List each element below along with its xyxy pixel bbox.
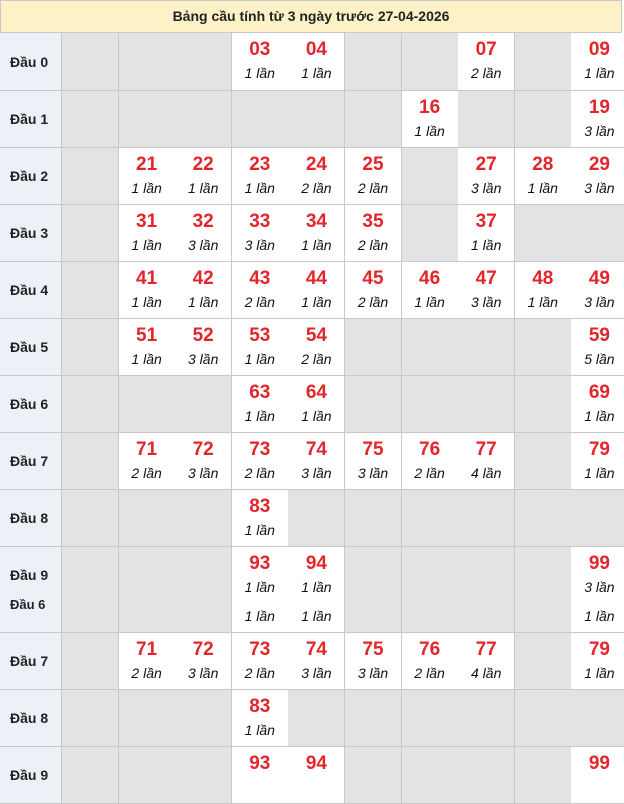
number-cell xyxy=(458,633,515,690)
number-cell xyxy=(232,319,289,376)
cell-number: 83 xyxy=(249,696,271,717)
cell-count: 1 lần xyxy=(301,408,332,424)
cell-count: 1 lần xyxy=(188,180,219,196)
empty-cell xyxy=(402,205,459,262)
number-cell xyxy=(232,262,289,319)
cell-count: 1 lần xyxy=(131,294,162,310)
cell-number: 54 xyxy=(305,325,327,346)
cell-count: 3 lần xyxy=(471,294,502,310)
cell-number: 34 xyxy=(305,211,327,232)
empty-cell xyxy=(62,376,119,433)
cell-number: 99 xyxy=(588,553,610,574)
empty-cell xyxy=(345,747,402,804)
cell-number: 52 xyxy=(192,325,214,346)
empty-cell xyxy=(175,490,232,547)
cell-number: 28 xyxy=(532,154,554,175)
empty-cell xyxy=(119,33,176,91)
cell-count: 3 lần xyxy=(301,665,332,681)
cell-count: 2 lần xyxy=(244,665,275,681)
empty-cell xyxy=(402,490,459,547)
cell-number: 64 xyxy=(305,382,327,403)
empty-cell xyxy=(175,690,232,747)
number-cell xyxy=(288,547,345,633)
number-cell xyxy=(288,376,345,433)
number-cell xyxy=(458,205,515,262)
number-cell xyxy=(119,319,176,376)
number-cell xyxy=(288,148,345,205)
row-header: Đầu 4 xyxy=(0,262,62,319)
cell-count: 3 lần xyxy=(188,237,219,253)
number-cell xyxy=(571,633,624,690)
cell-count: 1 lần xyxy=(244,408,275,424)
cell-count: 2 lần xyxy=(301,180,332,196)
empty-cell xyxy=(175,91,232,148)
cell-number: 25 xyxy=(362,154,384,175)
number-cell xyxy=(232,376,289,433)
row-header: Đầu 1 xyxy=(0,91,62,148)
cell-number: 43 xyxy=(249,268,271,289)
page-title: Bảng cầu tính từ 3 ngày trước 27-04-2026 xyxy=(0,0,622,33)
empty-cell xyxy=(515,33,572,91)
cell-number: 76 xyxy=(419,439,441,460)
cell-count: 1 lần xyxy=(584,465,615,481)
number-cell xyxy=(345,433,402,490)
number-cell xyxy=(288,205,345,262)
empty-cell xyxy=(571,205,624,262)
empty-cell xyxy=(458,747,515,804)
cell-count: 2 lần xyxy=(131,465,162,481)
empty-cell xyxy=(402,148,459,205)
row-header: Đầu 8 xyxy=(0,490,62,547)
cell-number: 79 xyxy=(588,439,610,460)
number-cell xyxy=(232,747,289,804)
cell-number: 45 xyxy=(362,268,384,289)
empty-cell xyxy=(458,547,515,633)
empty-cell xyxy=(119,376,176,433)
empty-cell xyxy=(515,547,572,633)
empty-cell xyxy=(515,376,572,433)
cell-number: 77 xyxy=(475,439,497,460)
cell-number: 94 xyxy=(305,753,327,774)
cell-count: 1 lần xyxy=(414,123,445,139)
empty-cell xyxy=(62,33,119,91)
empty-cell xyxy=(515,205,572,262)
empty-cell xyxy=(62,433,119,490)
number-cell xyxy=(571,33,624,91)
cell-count: 1 lần xyxy=(301,579,332,595)
number-cell xyxy=(402,633,459,690)
cell-number: 21 xyxy=(136,154,158,175)
cell-number: 71 xyxy=(136,439,158,460)
number-cell xyxy=(571,376,624,433)
number-cell xyxy=(232,205,289,262)
empty-cell xyxy=(402,690,459,747)
row-header: Đầu 5 xyxy=(0,319,62,376)
empty-cell xyxy=(458,490,515,547)
cell-count: 1 lần xyxy=(131,237,162,253)
number-cell xyxy=(119,205,176,262)
cell-count: 2 lần xyxy=(357,180,389,196)
cell-number: 79 xyxy=(588,639,610,660)
cell-count-overlap: 1 lần xyxy=(584,608,615,624)
empty-cell xyxy=(62,690,119,747)
cell-number: 49 xyxy=(588,268,610,289)
cell-number: 03 xyxy=(249,39,271,60)
empty-cell xyxy=(402,547,459,633)
number-cell xyxy=(175,262,232,319)
cell-count: 2 lần xyxy=(244,465,275,481)
empty-cell xyxy=(345,319,402,376)
empty-cell xyxy=(119,547,176,633)
row-header: Đầu 7 xyxy=(0,633,62,690)
empty-cell xyxy=(458,690,515,747)
cell-count: 3 lần xyxy=(188,665,219,681)
number-cell xyxy=(458,33,515,91)
number-cell xyxy=(515,148,572,205)
empty-cell xyxy=(62,319,119,376)
cell-number: 59 xyxy=(588,325,610,346)
cell-number: 07 xyxy=(475,39,497,60)
empty-cell xyxy=(345,91,402,148)
cell-count: 3 lần xyxy=(357,665,389,681)
cell-count: 3 lần xyxy=(188,351,219,367)
cell-count: 1 lần xyxy=(244,180,275,196)
number-cell xyxy=(232,33,289,91)
number-cell xyxy=(571,319,624,376)
cell-number: 94 xyxy=(305,553,327,574)
empty-cell xyxy=(119,690,176,747)
empty-cell xyxy=(458,91,515,148)
number-cell xyxy=(571,747,624,804)
empty-cell xyxy=(402,319,459,376)
empty-cell xyxy=(175,547,232,633)
empty-cell xyxy=(345,690,402,747)
empty-cell xyxy=(175,33,232,91)
number-cell xyxy=(232,547,289,633)
cell-number: 47 xyxy=(475,268,497,289)
cell-number: 71 xyxy=(136,639,158,660)
empty-cell xyxy=(515,633,572,690)
cell-number: 74 xyxy=(305,639,327,660)
empty-cell xyxy=(402,33,459,91)
empty-cell xyxy=(458,319,515,376)
cell-count: 1 lần xyxy=(244,579,275,595)
empty-cell xyxy=(515,91,572,148)
number-cell xyxy=(288,433,345,490)
empty-cell xyxy=(571,690,624,747)
number-cell xyxy=(515,262,572,319)
cell-number: 22 xyxy=(192,154,214,175)
empty-cell xyxy=(515,747,572,804)
cell-count: 2 lần xyxy=(414,665,445,681)
cell-number: 48 xyxy=(532,268,554,289)
row-header-label: Đầu 9 xyxy=(10,567,49,583)
cell-count: 1 lần xyxy=(584,665,615,681)
cell-number: 73 xyxy=(249,439,271,460)
cell-count: 2 lần xyxy=(414,465,445,481)
empty-cell xyxy=(515,490,572,547)
empty-cell xyxy=(175,376,232,433)
cell-number: 29 xyxy=(588,154,610,175)
number-cell xyxy=(571,148,624,205)
number-cell xyxy=(402,433,459,490)
number-cell xyxy=(571,262,624,319)
number-cell xyxy=(232,433,289,490)
empty-cell xyxy=(119,91,176,148)
empty-cell xyxy=(345,547,402,633)
cell-count: 1 lần xyxy=(414,294,445,310)
cell-number: 75 xyxy=(362,639,384,660)
number-cell xyxy=(232,633,289,690)
number-cell xyxy=(119,633,176,690)
empty-cell xyxy=(288,490,345,547)
number-cell xyxy=(402,91,459,148)
cell-number: 44 xyxy=(305,268,327,289)
cell-count: 3 lần xyxy=(301,465,332,481)
row-header xyxy=(0,547,62,633)
cell-count: 1 lần xyxy=(244,65,275,81)
cell-count: 1 lần xyxy=(188,294,219,310)
empty-cell xyxy=(62,262,119,319)
cell-count: 1 lần xyxy=(244,522,275,538)
number-cell xyxy=(175,205,232,262)
cell-number: 51 xyxy=(136,325,158,346)
cell-count: 3 lần xyxy=(584,180,615,196)
number-cell xyxy=(288,633,345,690)
number-cell xyxy=(402,262,459,319)
number-cell xyxy=(232,690,289,747)
cell-count: 2 lần xyxy=(301,351,332,367)
cell-number: 42 xyxy=(192,268,214,289)
number-cell xyxy=(288,747,345,804)
number-cell xyxy=(458,433,515,490)
empty-cell xyxy=(62,633,119,690)
cell-number: 32 xyxy=(192,211,214,232)
cell-number: 09 xyxy=(588,39,610,60)
cell-number: 24 xyxy=(305,154,327,175)
empty-cell xyxy=(288,91,345,148)
empty-cell xyxy=(571,490,624,547)
cell-count: 1 lần xyxy=(244,722,275,738)
empty-cell xyxy=(62,747,119,804)
number-cell xyxy=(175,633,232,690)
empty-cell xyxy=(345,33,402,91)
cell-count: 1 lần xyxy=(584,408,615,424)
cell-number: 73 xyxy=(249,639,271,660)
cell-number: 53 xyxy=(249,325,271,346)
empty-cell xyxy=(62,547,119,633)
number-cell xyxy=(345,205,402,262)
cell-count: 2 lần xyxy=(357,294,389,310)
cell-number: 27 xyxy=(475,154,497,175)
number-cell xyxy=(571,547,624,633)
cell-count-overlap: 1 lần xyxy=(244,608,275,624)
empty-cell xyxy=(345,376,402,433)
number-cell xyxy=(288,262,345,319)
cell-count: 1 lần xyxy=(584,65,615,81)
cell-count: 3 lần xyxy=(584,294,615,310)
cell-count: 1 lần xyxy=(131,351,162,367)
cell-count: 1 lần xyxy=(131,180,162,196)
cell-number: 41 xyxy=(136,268,158,289)
cell-count: 1 lần xyxy=(471,237,502,253)
cell-count: 2 lần xyxy=(357,237,389,253)
cell-number: 35 xyxy=(362,211,384,232)
number-cell xyxy=(345,633,402,690)
cell-number: 31 xyxy=(136,211,158,232)
number-cell xyxy=(119,433,176,490)
cell-number: 75 xyxy=(362,439,384,460)
cell-count: 3 lần xyxy=(584,123,615,139)
number-cell xyxy=(345,148,402,205)
number-cell xyxy=(175,148,232,205)
number-cell xyxy=(458,148,515,205)
cell-count: 3 lần xyxy=(244,237,275,253)
cell-count: 4 lần xyxy=(471,665,502,681)
number-cell xyxy=(571,91,624,148)
number-cell xyxy=(232,148,289,205)
cell-number: 46 xyxy=(419,268,441,289)
empty-cell xyxy=(62,490,119,547)
empty-cell xyxy=(345,490,402,547)
number-cell xyxy=(288,33,345,91)
number-cell xyxy=(458,262,515,319)
cell-number: 99 xyxy=(588,753,610,774)
empty-cell xyxy=(175,747,232,804)
cell-number: 93 xyxy=(249,753,271,774)
cell-number: 72 xyxy=(192,639,214,660)
empty-cell xyxy=(515,433,572,490)
cell-count: 1 lần xyxy=(527,180,558,196)
cell-count: 1 lần xyxy=(244,351,275,367)
row-header: Đầu 0 xyxy=(0,33,62,91)
empty-cell xyxy=(232,91,289,148)
cell-number: 04 xyxy=(305,39,327,60)
empty-cell xyxy=(119,747,176,804)
row-header: Đầu 3 xyxy=(0,205,62,262)
cell-number: 76 xyxy=(419,639,441,660)
number-cell xyxy=(288,319,345,376)
empty-cell xyxy=(288,690,345,747)
cell-number: 33 xyxy=(249,211,271,232)
empty-cell xyxy=(402,747,459,804)
cell-number: 69 xyxy=(588,382,610,403)
cell-count: 3 lần xyxy=(357,465,389,481)
empty-cell xyxy=(62,205,119,262)
cell-count: 2 lần xyxy=(471,65,502,81)
number-cell xyxy=(119,148,176,205)
cell-number: 93 xyxy=(249,553,271,574)
number-cell xyxy=(571,433,624,490)
cell-count: 1 lần xyxy=(301,65,332,81)
number-cell xyxy=(175,319,232,376)
cell-number: 37 xyxy=(475,211,497,232)
cell-count: 1 lần xyxy=(527,294,558,310)
cell-number: 16 xyxy=(419,97,441,118)
cell-count: 4 lần xyxy=(471,465,502,481)
row-header: Đầu 2 xyxy=(0,148,62,205)
cell-number: 74 xyxy=(305,439,327,460)
cell-number: 23 xyxy=(249,154,271,175)
number-cell xyxy=(175,433,232,490)
cell-number: 63 xyxy=(249,382,271,403)
cell-number: 77 xyxy=(475,639,497,660)
cell-count: 2 lần xyxy=(131,665,162,681)
row-header: Đầu 8 xyxy=(0,690,62,747)
cell-count: 3 lần xyxy=(471,180,502,196)
row-header: Đầu 7 xyxy=(0,433,62,490)
cell-count-overlap: 1 lần xyxy=(301,608,332,624)
row-header: Đầu 9 xyxy=(0,747,62,804)
cell-count: 3 lần xyxy=(584,579,615,595)
cell-count: 1 lần xyxy=(301,237,332,253)
empty-cell xyxy=(402,376,459,433)
row-header: Đầu 6 xyxy=(0,376,62,433)
empty-cell xyxy=(515,319,572,376)
number-cell xyxy=(345,262,402,319)
cell-number: 19 xyxy=(588,97,610,118)
empty-cell xyxy=(62,91,119,148)
cell-count: 1 lần xyxy=(301,294,332,310)
cell-count: 5 lần xyxy=(584,351,615,367)
number-cell xyxy=(119,262,176,319)
cell-count: 3 lần xyxy=(188,465,219,481)
cell-number: 72 xyxy=(192,439,214,460)
cell-count: 2 lần xyxy=(244,294,275,310)
empty-cell xyxy=(119,490,176,547)
empty-cell xyxy=(458,376,515,433)
empty-cell xyxy=(515,690,572,747)
row-header-label-overlap: Đầu 6 xyxy=(10,597,46,612)
cell-number: 83 xyxy=(249,496,271,517)
number-cell xyxy=(232,490,289,547)
empty-cell xyxy=(62,148,119,205)
